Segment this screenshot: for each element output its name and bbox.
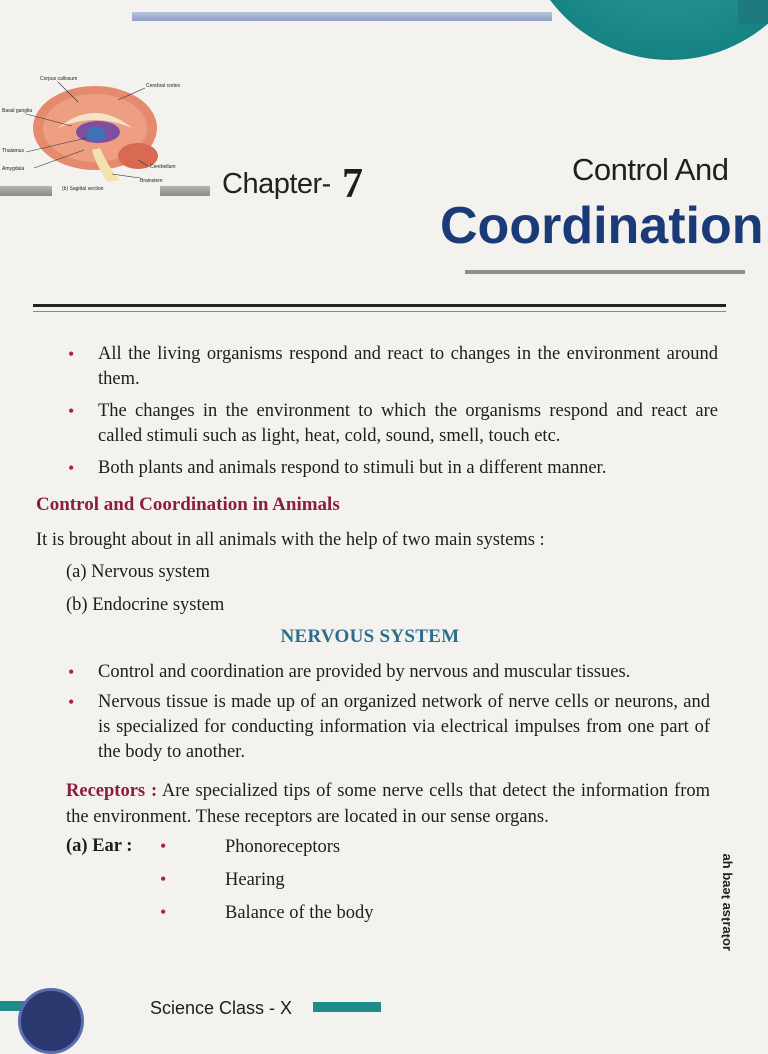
section-heading: Control and Coordination in Animals [36, 494, 340, 515]
intro-bullet: • Both plants and animals respond to stimuli but in a different manner. [68, 456, 718, 481]
nervous-bullet-list [68, 660, 710, 770]
footer-page-circle [18, 988, 84, 1054]
bullet-dot-icon: • [160, 836, 167, 856]
brain-illustration [0, 70, 200, 205]
top-decor-arc [520, 0, 768, 60]
decor-bar-left [0, 186, 52, 196]
ear-item-phonoreceptors: Phonoreceptors [225, 837, 341, 857]
intro-bullet-list [68, 342, 718, 488]
receptors-lead: Receptors : [66, 781, 158, 801]
ear-item-balance: Balance of the body [225, 903, 374, 923]
label-brainstem: Brainstem [140, 178, 163, 184]
nervous-system-heading: NERVOUS SYSTEM [280, 626, 460, 647]
receptors-text: Are specialized tips of some nerve cells that detect the information from the environment. These receptors are located in our sense organs. [66, 781, 711, 827]
top-decor-bar [132, 12, 552, 21]
system-item-b: (b) Endocrine system [66, 595, 225, 615]
nervous-bullet: • Nervous tissue is made up of an organized network of nerve cells or neurons, and is specialized for conducting information via electrical impulses from one part of the body to another. [68, 690, 710, 765]
receptors-paragraph [66, 778, 710, 830]
label-amygdala: Amygdala [2, 166, 25, 172]
label-cerebellum: Cerebellum [150, 164, 176, 170]
chapter-number: 7 [342, 161, 363, 207]
label-corpus-callosum: Corpus callosum [40, 76, 78, 82]
side-watermark-text: ɹoʇɐɹʇsɐ ʇeɐq ɥɐ [718, 853, 733, 951]
bullet-dot-icon: • [160, 869, 167, 889]
title-line1: Control And [572, 152, 729, 187]
label-basal-ganglia: Basal ganglia [2, 108, 33, 114]
ear-label: (a) Ear : [66, 836, 133, 856]
label-cerebral-cortex: Cerebral cortex [146, 83, 181, 89]
ear-item-hearing: Hearing [225, 870, 285, 890]
section-intro: It is brought about in all animals with the help of two main systems : [36, 530, 545, 550]
section-divider-thin [33, 311, 726, 312]
section-divider [33, 304, 726, 307]
decor-bar-mid [160, 186, 210, 196]
title-underline [465, 270, 745, 274]
chapter-label: Chapter- [222, 168, 331, 200]
label-caption: (b) Sagittal section [62, 186, 104, 192]
label-thalamus: Thalamus [2, 148, 24, 154]
top-decor-corner [738, 0, 768, 24]
bullet-dot-icon: • [160, 902, 167, 922]
system-item-a: (a) Nervous system [66, 562, 210, 582]
brain-thalamus-shape [86, 127, 106, 141]
nervous-bullet: • Control and coordination are provided by nervous and muscular tissues. [68, 660, 710, 685]
footer-text: Science Class - X [150, 998, 293, 1018]
title-line2: Coordination [440, 197, 764, 255]
intro-bullet: • All the living organisms respond and react to changes in the environment around them. [68, 342, 718, 392]
intro-bullet: • The changes in the environment to which the organisms respond and react are called stimuli such as light, heat, cold, sound, smell, touch etc. [68, 399, 718, 449]
footer-decor-right [313, 1002, 381, 1012]
